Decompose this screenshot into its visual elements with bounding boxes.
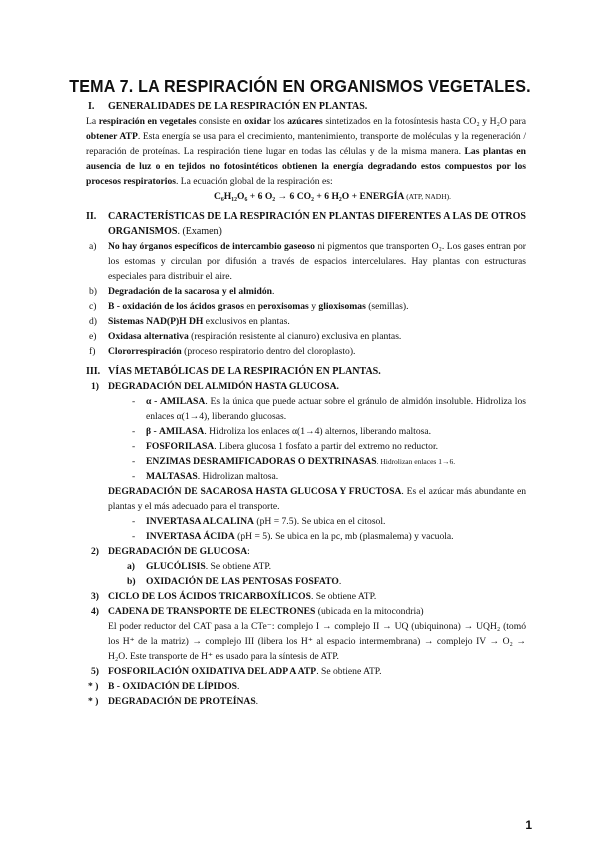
item-bold: Degradación de la sacarosa y el almidón — [108, 286, 272, 297]
list-item — [108, 299, 408, 314]
item-bold: Oxidasa alternativa — [108, 331, 189, 342]
item-bold: GLUCÓLISIS — [146, 561, 206, 572]
item-bold: CADENA DE TRANSPORTE DE ELECTRONES — [108, 606, 316, 617]
section-3-number: III. — [86, 366, 101, 377]
list-item — [146, 514, 385, 529]
item-text: . Es el azúcar más abundante en plantas y el más adecuado para el transporte. — [108, 486, 527, 512]
item-bold: B - oxidación de los ácidos grasos — [108, 301, 244, 312]
term-obtener-atp: obtener ATP — [86, 131, 138, 142]
item-bold: DEGRADACIÓN DE GLUCOSA — [108, 546, 248, 557]
text: los — [270, 116, 288, 127]
item-text: (proceso respiratorio dentro del cloroplasto). — [181, 346, 356, 357]
list-marker: b) — [127, 576, 136, 587]
item-bold: OXIDACIÓN DE LAS PENTOSAS FOSFATO — [146, 576, 339, 587]
dash-bullet: - — [132, 471, 136, 482]
section-2-number: II. — [86, 211, 97, 222]
list-marker: 3) — [91, 591, 99, 602]
dash-bullet: - — [132, 456, 136, 467]
item-bold: α - AMILASA — [146, 396, 206, 407]
item-text: ni pigmentos que transporten O₂. Los gases entran por los estomas y circulan por difusión a través de espacios intercelulares. Hay plantas con estructuras especiales para distribuir el aire. — [108, 241, 527, 282]
list-item — [146, 394, 526, 424]
list-marker: * ) — [88, 696, 99, 707]
list-marker: 2) — [91, 546, 99, 557]
text: consiste en — [196, 116, 245, 127]
item-text: (respiración resistente al cianuro) exclusiva en plantas. — [188, 331, 402, 342]
dash-bullet: - — [132, 441, 136, 452]
list-item — [146, 454, 455, 469]
respiration-equation — [214, 189, 451, 204]
item-text: . Es la única que puede actuar sobre el gránulo de almidón insoluble. Hidroliza los enlaces α(1→4), liberando glucosas. — [146, 396, 526, 422]
list-marker: 1) — [91, 381, 99, 392]
item-text: . Libera glucosa 1 fosfato a partir del extremo no reductor. — [214, 441, 439, 452]
list-marker: c) — [89, 301, 97, 312]
term-azucares: azúcares — [287, 116, 323, 127]
item-text: (ubicada en la mitocondria) — [315, 606, 424, 617]
item-bold: INVERTASA ALCALINA — [146, 516, 254, 527]
item-bold: β - AMILASA — [146, 426, 205, 437]
item-bold: INVERTASA ÁCIDA — [146, 531, 235, 542]
text: . Esta energía se usa para el crecimiento, mantenimiento, transporte de moléculas y la regeneración / reparación de proteínas. La respiración tiene lugar en todas las células y de la misma manera. — [86, 131, 527, 157]
item-bold: DEGRADACIÓN DE PROTEÍNAS — [108, 696, 256, 707]
list-item — [108, 344, 355, 359]
cte-paragraph: El poder reductor del CAT pasa a la CTe⁻: complejo I → complejo II → UQ (ubiquinona) → UQH₂ (tomó los H⁺ de la matriz) → complejo III (libera los H⁺ al espacio intermembrana) → complejo IV → O₂ → H₂O. Este transporte de H⁺ es usado para la síntesis de ATP. — [108, 621, 526, 662]
dash-bullet: - — [132, 426, 136, 437]
section-1-paragraph — [86, 114, 526, 189]
item-text: en — [243, 301, 258, 312]
section-3-heading: VÍAS METABÓLICAS DE LA RESPIRACIÓN EN PLANTAS. — [108, 366, 381, 377]
item-text: (pH = 7.5). Se ubica en el citosol. — [253, 516, 386, 527]
item-bold: MALTASAS — [146, 471, 198, 482]
section-1-heading: GENERALIDADES DE LA RESPIRACIÓN EN PLANTAS. — [108, 101, 368, 112]
list-item: DEGRADACIÓN DEL ALMIDÓN HASTA GLUCOSA. — [108, 381, 339, 392]
item-text: . — [255, 696, 259, 707]
item-text: . Se obtiene ATP. — [205, 561, 272, 572]
sacarosa-paragraph — [108, 484, 526, 514]
item-text: (semillas). — [365, 301, 409, 312]
item-bold: peroxisomas — [257, 301, 309, 312]
list-marker: e) — [89, 331, 97, 342]
dash-bullet: - — [132, 531, 136, 542]
dash-bullet: - — [132, 396, 136, 407]
heading-note: . (Examen) — [177, 226, 222, 237]
item-text: . — [338, 576, 342, 587]
item-bold: glioxisomas — [318, 301, 366, 312]
list-item — [108, 604, 424, 619]
text: La — [86, 116, 99, 127]
list-item — [146, 574, 341, 589]
term-respiracion: respiración en vegetales — [98, 116, 197, 127]
item-bold: FOSFORILACIÓN OXIDATIVA DEL ADP A ATP — [108, 666, 317, 677]
item-bold: DEGRADACIÓN DE SACAROSA HASTA GLUCOSA Y FRUCTOSA — [108, 486, 402, 497]
text: . La ecuación global de la respiración es: — [175, 176, 333, 187]
item-bold: No hay órganos específicos de intercambio gaseoso — [108, 241, 315, 252]
list-marker: a) — [89, 241, 97, 252]
list-marker: f) — [89, 346, 96, 357]
item-text: . Se obtiene ATP. — [310, 591, 377, 602]
list-item — [108, 329, 401, 344]
list-marker: b) — [89, 286, 97, 297]
item-text: . Se obtiene ATP. — [316, 666, 382, 677]
page-number: 1 — [525, 818, 532, 832]
item-bold: Clororrespiración — [108, 346, 182, 357]
item-text: exclusivos en plantas. — [203, 316, 290, 327]
list-item — [108, 694, 258, 709]
list-item — [146, 559, 271, 574]
list-item — [108, 239, 526, 284]
item-bold: Sistemas NAD(P)H DH — [108, 316, 204, 327]
list-item — [146, 529, 454, 544]
item-text: . Hidroliza los enlaces α(1→4) alternos, liberando maltosa. — [204, 426, 432, 437]
list-item — [108, 314, 290, 329]
item-bold: FOSFORILASA — [146, 441, 215, 452]
item-bold: CICLO DE LOS ÁCIDOS TRICARBOXÍLICOS — [108, 591, 311, 602]
list-item — [146, 469, 278, 484]
heading-text: CARACTERÍSTICAS DE LA RESPIRACIÓN EN PLANTAS DIFERENTES A LAS DE OTROS ORGANISMOS — [108, 211, 526, 237]
list-marker: a) — [127, 561, 135, 572]
term-oxidar: oxidar — [244, 116, 271, 127]
page-title: TEMA 7. LA RESPIRACIÓN EN ORGANISMOS VEGETALES. — [69, 76, 531, 96]
item-text: . Hidrolizan enlaces 1→6. — [376, 457, 456, 466]
list-marker: d) — [89, 316, 97, 327]
item-text: (pH = 5). Se ubica en la pc, mb (plasmalema) y vacuola. — [234, 531, 454, 542]
item-bold: B - OXIDACIÓN DE LÍPIDOS — [108, 681, 238, 692]
item-text: . — [271, 286, 275, 297]
item-bold: ENZIMAS DESRAMIFICADORAS O DEXTRINASAS — [146, 456, 377, 467]
equation-text: C₆H₁₂O₆ + 6 O₂ → 6 CO₂ + 6 H₂O + ENERGÍA — [214, 191, 404, 202]
equation-note: (ATP, NADH). — [406, 192, 451, 201]
list-item — [108, 589, 376, 604]
list-marker: * ) — [88, 681, 99, 692]
term-sin-luz: Las plantas en ausencia de luz o en tejidos no fotosintéticos obtienen la energía degradando estos compuestos por los procesos respiratorios — [86, 146, 526, 187]
item-text: y — [308, 301, 319, 312]
list-item — [146, 424, 431, 439]
text: sintetizados en la fotosíntesis hasta CO₂ y H₂O para — [322, 116, 526, 127]
list-marker: 5) — [91, 666, 99, 677]
section-1-number: I. — [88, 101, 95, 112]
list-item — [108, 679, 239, 694]
section-2-heading — [108, 209, 526, 239]
item-text: : — [247, 546, 250, 557]
list-item — [146, 439, 438, 454]
dash-bullet: - — [132, 516, 136, 527]
list-item — [108, 544, 250, 559]
item-text: . Hidrolizan maltosa. — [197, 471, 279, 482]
list-item — [108, 284, 274, 299]
item-text: . — [237, 681, 240, 692]
list-item — [108, 664, 381, 679]
list-marker: 4) — [91, 606, 99, 617]
